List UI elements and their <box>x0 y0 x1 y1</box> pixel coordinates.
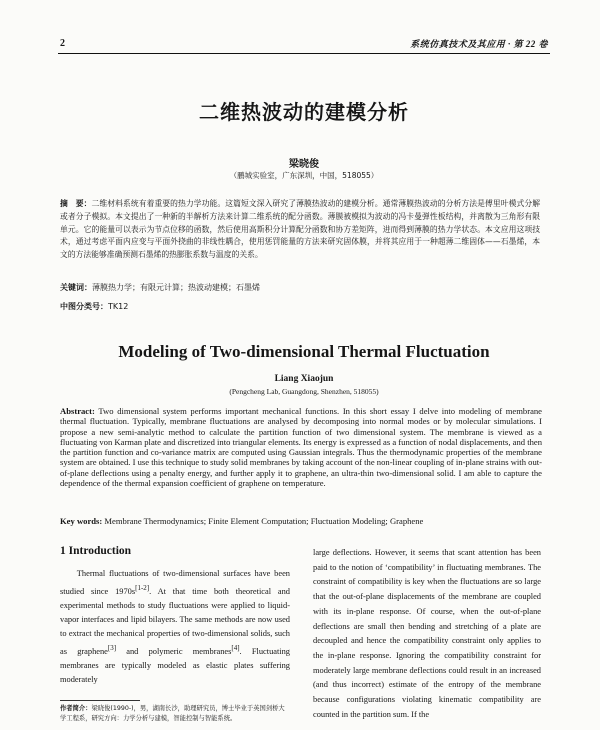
chinese-keywords-text: 薄膜热力学；有限元计算；热波动建模；石墨烯 <box>92 283 260 292</box>
english-affiliation: (Pengcheng Lab, Guangdong, Shenzhen, 518055) <box>229 387 379 396</box>
english-keywords-label: Key words: <box>60 516 103 526</box>
chinese-classification <box>60 301 540 312</box>
header-rule <box>58 53 550 54</box>
english-author: Liang Xiaojun <box>274 374 334 384</box>
intro-text-d: . Fluctuating membranes are typically modeled as elastic plates suffering moderately <box>60 647 290 685</box>
chinese-abstract <box>60 198 540 262</box>
journal-running-header: 系统仿真技术及其应用 · 第 22 卷 <box>410 39 548 49</box>
english-keywords <box>60 516 542 526</box>
intro-text-c: and polymeric membranes <box>116 647 232 657</box>
chinese-title: 二维热波动的建模分析 <box>199 100 409 124</box>
english-abstract <box>60 406 542 488</box>
citation-1: [1-2] <box>135 584 150 593</box>
citation-4: [4] <box>231 644 240 653</box>
chinese-affiliation: （鹏城实验室，广东深圳，中国，518055） <box>229 171 379 180</box>
author-footnote <box>60 704 290 724</box>
chinese-abstract-label: 摘 要： <box>60 199 92 208</box>
chinese-abstract-text: 二维材料系统有着重要的热力学功能。这篇短文深入研究了薄膜热波动的建模分析。通常薄膜热波动的分析方法是傅里叶模式分解或者分子模拟。本文提出了一种新的半解析方法来计算二维系统的配分函数。薄膜被模拟为波动的冯卡曼弹性板结构，并离散为三角形有限单元。它的能量可以表示为节点位移的函数，然后使用高斯积分计算配分函数和协方差矩阵，进而得到薄膜的热力学状态。本文应用这项技术，通过考虑平面内应变与平面外挠曲的非线性耦合，使用惩罚能量的方法来研究固体膜，并将其应用于一种超薄二维固体——石墨烯，本文的方法能够准确预测石墨烯的热膨胀系数与温度的关系。 <box>60 199 540 260</box>
english-title: Modeling of Two-dimensional Thermal Fluctuation <box>118 342 490 361</box>
english-keywords-text: Membrane Thermodynamics; Finite Element Computation; Fluctuation Modeling; Graphene <box>104 516 424 526</box>
footnote-rule <box>60 700 140 701</box>
citation-3: [3] <box>107 644 117 653</box>
section-heading-introduction: 1 Introduction <box>60 545 132 557</box>
chinese-keywords-label: 关键词： <box>60 283 92 292</box>
classification-label: 中图分类号： <box>60 302 108 311</box>
intro-text-b: . At that time both theoretical and experimental methods to study fluctuations were applied to liquid-vapor interfaces and lipid bilayers. The same methods are now used to extract the mechanical properties of two-dimensional solids, such as graphene <box>60 586 290 657</box>
intro-text-a: Thermal fluctuations of two-dimensional surfaces have been studied since 1970s <box>60 569 290 596</box>
footnote-text: 梁晓俊(1990-)，男，湖南长沙，助理研究员，博士毕业于英国剑桥大学工程系，研究方向：力学分析与建模，智能控制与智能系统。 <box>60 705 285 722</box>
footnote-label: 作者简介： <box>60 705 92 712</box>
intro-left-column <box>60 567 290 687</box>
english-abstract-text: Two dimensional system performs important mechanical functions. In this short essay I delve into modeling of membrane thermal fluctuation. Typically, membrane fluctuations are analysed by decomposing into normal modes or by molecular simulations. I propose a new semi-analytic method to calculate the partition function of two dimensional system. The membrane is viewed as a fluctuating von Karman plate and discretized into triangular elements. Its energy is expressed as a function of nodal displacements, and then the partition function and co-variance matrix are computed using Gaussian integrals. Thus the thermodynamic properties of the membrane system are obtained. I use this technique to study solid membranes by taking account of the non-linear coupling of in-plane strains with out-of-plane deflections using a penalty energy, and further apply it to graphene, an ultra-thin two-dimensional solid. I am able to capture the dependence of the thermal expansion coefficient of graphene on temperature. <box>60 406 542 489</box>
classification-number: TK12 <box>108 302 129 311</box>
chinese-author: 梁晓俊 <box>289 159 319 170</box>
page-number: 2 <box>60 38 65 49</box>
english-abstract-label: Abstract: <box>60 406 95 416</box>
chinese-keywords <box>60 282 540 293</box>
intro-right-column: large deflections. However, it seems that scant attention has been paid to the notion of ‘compatibility’ in fluctuating membranes. The constraint of compatibility is key when the fluctuations are so large that the out-of-plane displacements of the membrane are coupled with its in-plane response. Of course, when the out-of-plane deflections are small then bending and stretching of a plate are decoupled and hence the compatibility constraint only applies to the in-plane response. Ignoring the compatibility constraint for moderately large membrane deflections could result in an increased (and thus incorrect) estimate of the entropy of the membrane because configurations violating kinematic compatibility are counted in the partition sum. If the <box>313 548 541 719</box>
